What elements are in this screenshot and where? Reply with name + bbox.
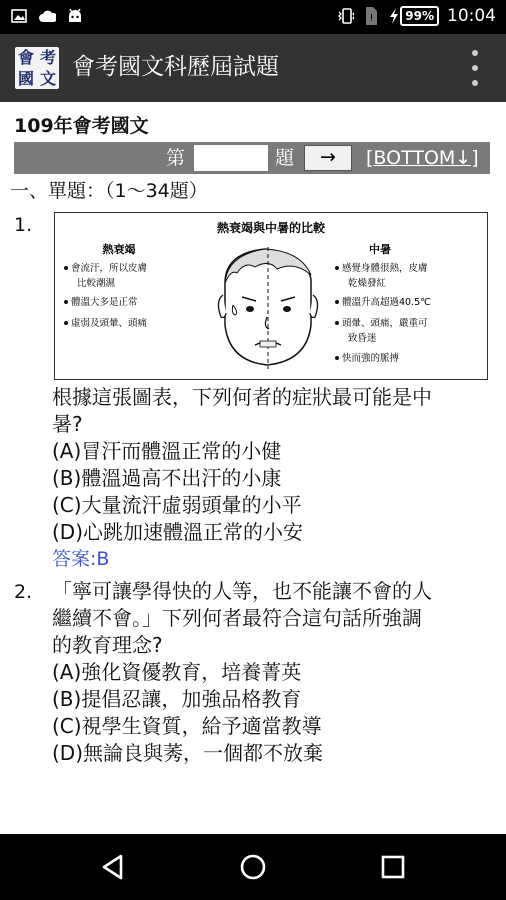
clock: 10:04 (447, 6, 496, 26)
question-number: 1. (14, 214, 33, 236)
answer-option: (B)提倡忍讓，加強品格教育 (52, 687, 302, 711)
answer-option: (D)心跳加速體溫正常的小安 (52, 520, 304, 544)
battery-level: 99% (400, 6, 439, 26)
system-icons (336, 5, 496, 27)
question-jump-bar (14, 142, 490, 174)
app-title: 會考國文科歷屆試題 (72, 54, 279, 80)
logo-char: 文 (39, 69, 56, 88)
answer-option: (D)無論良與莠，一個都不放棄 (52, 741, 324, 765)
system-navigation-bar (0, 834, 506, 900)
logo-char: 會 (17, 48, 34, 67)
exam-content[interactable] (0, 102, 506, 834)
answer-option: (A)強化資優教育，培養菁英 (52, 660, 302, 684)
bottom-link[interactable]: [BOTTOM↓] (366, 147, 479, 169)
home-icon[interactable] (237, 851, 269, 883)
answer-option: (B)體溫過高不出汗的小康 (52, 466, 282, 490)
answer-reveal[interactable]: 答案:B (52, 548, 110, 570)
image-notification-icon (10, 7, 28, 25)
svg-text:!: ! (369, 13, 374, 24)
charging-icon (388, 8, 400, 24)
right-item: 乾燥發紅 (348, 278, 387, 289)
back-icon[interactable] (97, 851, 129, 883)
question-text: 「寧可讓學得快的人等，也不能讓不會的人 (52, 579, 432, 603)
battery-indicator (388, 6, 439, 26)
jump-suffix-label: 題 (275, 147, 295, 169)
right-item: 體溫升高超過40.5℃ (342, 297, 431, 308)
heat-comparison-diagram (55, 213, 487, 379)
answer-option: (C)視學生資質，給予適當教導 (52, 714, 322, 738)
logo-char: 國 (17, 69, 34, 88)
left-item: 會流汗，所以皮膚 (71, 263, 148, 274)
answer-option: (A)冒汗而體溫正常的小健 (52, 439, 282, 463)
jump-prefix-label: 第 (166, 147, 186, 169)
question-text: 根據這張圖表，下列何者的症狀最可能是中 (52, 385, 432, 409)
left-heading: 熱衰竭 (102, 243, 136, 256)
right-item: 頭暈、頭痛，嚴重可 (342, 318, 428, 329)
logo-char: 考 (39, 48, 56, 67)
notification-icons (10, 7, 84, 25)
question-figure (54, 212, 488, 380)
right-item: 快而強的脈搏 (342, 353, 400, 364)
section-heading: 一、單題：（1〜34題） (10, 180, 208, 202)
app-logo (15, 47, 59, 89)
right-item: 致昏迷 (348, 333, 377, 344)
question-text: 繼續不會。」下列何者最符合這句話所強調 (52, 606, 422, 630)
status-bar (0, 0, 506, 34)
question-number-input[interactable] (194, 145, 268, 171)
vibrate-icon (336, 7, 354, 25)
left-item: 體溫大多是正常 (71, 297, 138, 308)
right-item: 感覺身體很熱，皮膚 (342, 263, 428, 274)
android-icon (66, 7, 84, 25)
overflow-menu-icon[interactable] (470, 50, 480, 86)
exam-title: 109年會考國文 (14, 115, 149, 137)
question-text: 暑? (52, 412, 83, 436)
app-bar (0, 34, 506, 102)
answer-option: (C)大量流汗虛弱頭暈的小平 (52, 493, 302, 517)
right-heading: 中暑 (369, 243, 391, 256)
face-illustration (218, 247, 317, 369)
no-sim-icon (362, 7, 380, 25)
left-item: 比較潮濕 (77, 278, 116, 289)
question-text: 的教育理念? (52, 633, 163, 657)
cloud-icon (38, 7, 56, 25)
recent-apps-icon[interactable] (377, 851, 409, 883)
question-number: 2. (14, 581, 33, 603)
figure-title: 熱衰竭與中暑的比較 (216, 221, 326, 235)
go-button[interactable]: → (304, 145, 352, 171)
left-item: 虛弱及頭暈、頭痛 (71, 318, 148, 329)
